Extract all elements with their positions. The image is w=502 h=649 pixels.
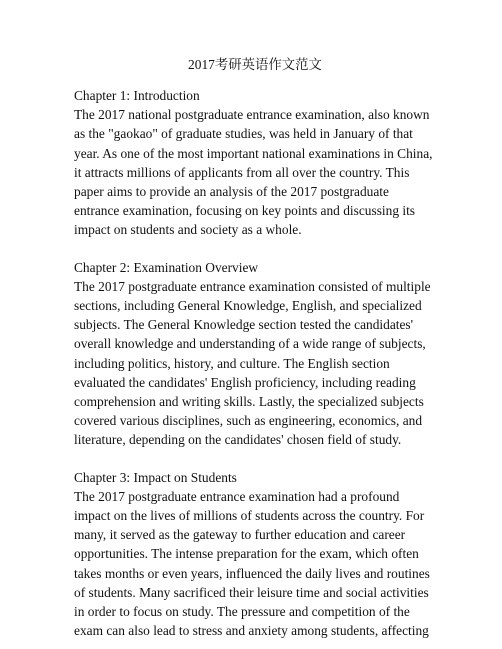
chapter-2-body: The 2017 postgraduate entrance examination consisted of multiple sections, including General Knowledge, English, and specialized subjects. The General Knowledge section tested the candidates' overall knowledge and understanding of a wide range of subjects, including politics, history, and culture. The English section evaluated the candidates' English proficiency, including reading comprehension and writing skills. Lastly, the specialized subjects covered various disciplines, such as engineering, economics, and literature, depending on the candidates' chosen field of study. — [74, 278, 431, 448]
chapter-1-section — [74, 86, 436, 240]
chapter-3-body: The 2017 postgraduate entrance examination had a profound impact on the lives of millions of students across the country. For many, it served as the gateway to further education and career opportunities. The intense preparation for the exam, which often takes months or even years, influenced the daily lives and routines of students. Many sacrificed their leisure time and social activities in order to focus on study. The pressure and competition of the exam can also lead to stress and anxiety among students, affecting — [74, 488, 430, 639]
chapter-1-heading: Chapter 1: Introduction — [74, 88, 200, 103]
chapter-2-heading: Chapter 2: Examination Overview — [74, 259, 259, 275]
chapter-3-heading: Chapter 3: Impact on Students — [74, 469, 237, 485]
chapter-1-body: The 2017 national postgraduate entrance examination, also known as the "gaokao" of graduate studies, was held in January of that year. As one of the most important national examinations in China, it attracts millions of applicants from all over the country. This paper aims to provide an analysis of the 2017 postgraduate entrance examination, focusing on key points and discussing its impact on students and society as a whole. — [74, 107, 433, 238]
document-title: 2017考研英语作文范文 — [188, 57, 322, 72]
chapter-3-section — [74, 468, 436, 641]
chapter-2-section — [74, 258, 436, 450]
